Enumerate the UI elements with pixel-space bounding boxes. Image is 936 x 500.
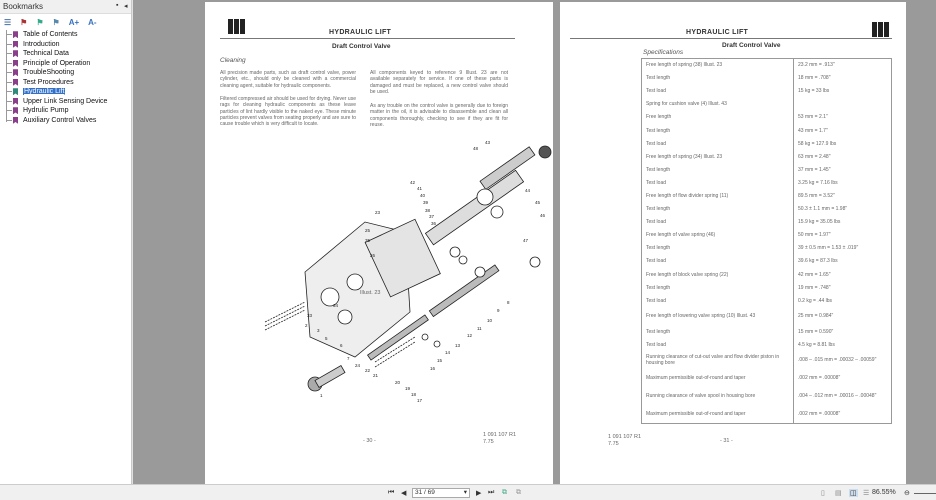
font-decrease-icon[interactable]: A- [88,17,97,27]
font-increase-icon[interactable]: A+ [68,17,80,27]
callout-label: 41 [417,186,423,191]
table-row [642,124,892,137]
spec-value: 0.2 kg = .44 lbs [794,294,892,307]
spec-label: Test length [646,245,671,252]
spec-label: Test load [646,140,667,147]
spec-label: Test length [646,284,671,291]
spec-label: Test length [646,127,671,134]
callout-label: 7 [347,356,350,361]
bookmark-label: Auxiliary Control Valves [23,116,97,124]
spec-value: 4.5 kg = 8.81 lbs [794,338,892,351]
spec-label: Free length of block valve spring (22) [646,271,729,278]
callout-label: 11 [477,326,482,331]
spec-value: 58 kg = 127.9 lbs [794,137,892,150]
spec-label: Test load [646,219,667,226]
table-row [642,281,892,294]
callout-label: 47 [523,238,529,243]
bookmark-item[interactable] [6,106,131,116]
next-view-icon[interactable]: ⧉ [516,489,521,496]
bookmark-add-icon[interactable]: ⚑ [20,17,28,27]
table-row [642,255,892,268]
table-row [642,229,892,242]
bookmark-icon [13,88,18,95]
callout-label: 18 [411,392,417,397]
table-row [642,150,892,163]
spec-value: 42 mm = 1.65" [794,268,892,281]
paragraph: All precision made parts, such as draft control valve, power cylinder, etc., should only be cleaned with a commercial cleaning agent, suitable for hydraulic components. [220,70,356,89]
bookmark-tree [0,30,131,125]
table-row [642,325,892,338]
callout-label: 33 [307,313,313,318]
bookmark-item[interactable] [6,30,131,40]
chevron-down-icon[interactable]: ▾ [463,489,467,496]
table-row [642,85,892,98]
callout-label: 48 [473,146,479,151]
table-row [642,294,892,307]
doc-number-text: 1 091 107 R1 [483,432,517,438]
status-toolbar [0,484,936,500]
callout-label: 34 [333,303,339,308]
callout-label: 22 [365,368,371,373]
bookmark-label: Test Procedures [23,78,74,86]
illust-caption: Illust. 23 [360,290,381,296]
doc-date: 7.75 [483,439,494,445]
callout-label: 2 [305,323,308,328]
spec-label: Free length of spring (38) Illust. 23 [646,62,723,69]
bookmark-item[interactable] [6,78,131,88]
spec-value [794,98,892,111]
bookmark-icon [13,31,18,38]
page-31 [560,2,906,484]
spec-label: Test length [646,75,671,82]
bookmark-item[interactable] [6,49,131,59]
expand-icon[interactable]: ☰ [4,17,12,27]
table-row [642,176,892,189]
table-row [642,203,892,216]
table-row [642,163,892,176]
callout-label: 38 [425,208,431,213]
spec-value: 50.3 ± 1.1 mm = 1.98" [794,203,892,216]
bookmark-item[interactable] [6,68,131,78]
ih-logo [228,19,246,34]
page-subtitle: Draft Control Valve [332,43,391,50]
bookmark-label: Technical Data [23,50,69,58]
spec-value: .002 mm = .00008" [794,369,892,387]
bookmark-next-icon[interactable]: ⚑ [36,17,44,27]
section-heading: Specifications [643,49,684,56]
callout-label: 13 [455,343,461,348]
zoom-out-icon[interactable]: ⊖ [904,490,910,497]
spec-value: .004 – .012 mm = .00016 – .00048" [794,387,892,405]
callout-label: 43 [485,140,491,145]
spec-label: Free length of flow divider spring (11) [646,192,729,199]
callout-label: 9 [497,308,500,313]
page-number: - 30 - [363,438,376,444]
spec-label: Free length [646,114,672,121]
table-row [642,351,892,369]
previous-page-icon[interactable]: ◀ [401,490,407,497]
callout-label: 26 [370,253,376,258]
spec-label: Spring for cushion valve (4) Illust. 43 [646,101,727,108]
doc-number [483,432,516,446]
bookmark-item[interactable] [6,116,131,126]
table-row [642,59,892,72]
spec-value: 15 kg = 33 lbs [794,85,892,98]
spec-label: Running clearance of cut-out valve and flow divider piston in housing bore [646,354,780,367]
paragraph: As any trouble on the control valve is generally due to foreign matter in the oil, it is advisable to disassemble and clean all components thoroughly, checking to see if they are fit for reuse. [370,103,508,128]
pin-icon[interactable]: ▪ [116,2,119,9]
callout-label: 14 [445,350,451,355]
table-row [642,137,892,150]
table-row [642,307,892,325]
spec-value: .002 mm = .00008" [794,405,892,423]
callout-label: 39 [423,200,429,205]
spec-value: 15 mm = 0.590" [794,325,892,338]
callout-label: 10 [487,318,493,323]
callout-label: 42 [410,180,416,185]
page-number-input[interactable] [412,488,470,498]
spec-value: 19 mm = .748" [794,281,892,294]
spec-label: Free length of lowering valve spring (10) Illust. 43 [646,313,756,320]
table-row [642,111,892,124]
bookmark-icon [13,79,18,86]
doc-date: 7.75 [608,441,619,447]
callout-label: 44 [525,188,531,193]
page-field-value: 31 / 69 [415,489,435,496]
last-page-icon[interactable]: ⏭ [488,489,495,496]
callout-label: 19 [405,386,411,391]
spec-value: 89.5 mm = 3.52" [794,189,892,202]
table-row [642,338,892,351]
page-header: HYDRAULIC LIFT [686,29,749,36]
callout-label: 40 [420,193,426,198]
callout-label: 35 [365,238,371,243]
bookmark-icon [13,117,18,124]
callout-label: 37 [429,214,435,219]
table-row [642,369,892,387]
bookmark-label: Hydraulic Lift [24,88,65,96]
page-30 [205,2,553,484]
bookmark-label: Upper Link Sensing Device [23,97,108,105]
bookmark-prev-icon[interactable]: ⚑ [52,17,60,27]
document-viewer [133,0,936,484]
spec-label: Test load [646,341,667,348]
spec-value: 50 mm = 1.97" [794,229,892,242]
paragraph: Filtered compressed air should be used for drying. Never use rags for cleaning hydraulic components as these leave particles of lint hardly visible to the naked eye. These minute particles prevent valves from seating properly and are sure to cause trouble which is very difficult to locate. [220,96,356,128]
table-row [642,242,892,255]
spec-value: 18 mm = .708" [794,72,892,85]
doc-number-text: 1 091 107 R1 [608,434,642,440]
bookmark-icon [13,50,18,57]
ih-logo [872,22,890,37]
callout-label: 46 [540,213,546,218]
callout-label: 16 [430,366,436,371]
bookmark-label: Hydrulic Pump [23,107,69,115]
bookmark-icon [13,107,18,114]
single-page-icon[interactable]: ▯ [821,490,825,497]
bookmark-label: Table of Contents [23,31,78,39]
table-row [642,216,892,229]
spec-value: 37 mm = 1.45" [794,163,892,176]
bookmark-label: TroubleShooting [23,69,75,77]
page-number: - 31 - [720,438,733,444]
zoom-level[interactable]: 86.55% [872,489,896,496]
first-page-icon[interactable]: ⏮ [388,489,395,496]
spec-value: 43 mm = 1.7" [794,124,892,137]
callout-label: 6 [340,343,343,348]
bookmarks-panel [0,0,132,484]
spec-value: 63 mm = 2.48" [794,150,892,163]
table-row [642,405,892,423]
spec-label: Test load [646,88,667,95]
bookmark-icon [13,98,18,105]
spec-label: Running clearance of valve spool in housing bore [646,393,756,400]
spec-label: Test length [646,328,671,335]
bookmarks-toolbar [0,14,131,30]
spec-label: Test load [646,258,667,265]
callout-label: 1 [320,393,323,398]
callout-label: 3 [317,328,320,333]
table-row [642,387,892,405]
bookmark-item[interactable] [6,87,131,97]
callout-label: 45 [535,200,541,205]
spec-label: Free length of spring (34) Illust. 23 [646,153,723,160]
bookmark-icon [13,41,18,48]
table-row [642,98,892,111]
spec-value: 23.2 mm = .913" [794,59,892,72]
spec-value: 25 mm = 0.984" [794,307,892,325]
bookmark-item[interactable] [6,59,131,69]
facing-pages-icon[interactable]: ◫ [850,490,857,497]
spec-value: 39.6 kg = 87.3 lbs [794,255,892,268]
table-row [642,189,892,202]
spec-label: Maximum permissible out-of-round and taper [646,411,746,418]
bookmark-label: Principle of Operation [23,59,91,67]
spec-label: Test load [646,179,667,186]
bookmarks-header [0,0,131,14]
bookmark-item[interactable] [6,97,131,107]
page-subtitle: Draft Control Valve [722,42,781,49]
callout-label: 21 [373,373,379,378]
spec-label: Maximum permissible out-of-round and taper [646,375,746,382]
bookmark-item[interactable] [6,40,131,50]
callout-label: 20 [395,380,401,385]
spec-label: Test length [646,206,671,213]
bookmark-label: Introduction [23,40,60,48]
section-heading: Cleaning [220,57,246,64]
spec-value: 53 mm = 2.1" [794,111,892,124]
spec-value: 39 ± 0.5 mm = 1.53 ± .019" [794,242,892,255]
spec-value: .008 – .015 mm = .00032 – .00059" [794,351,892,369]
callout-label: 17 [417,398,423,403]
callout-label: 36 [431,221,437,226]
table-row [642,72,892,85]
specifications-table [641,58,892,424]
spec-label: Free length of valve spring (46) [646,232,716,239]
bookmark-icon [13,60,18,67]
previous-view-icon[interactable]: ⧉ [502,489,507,496]
callout-label: 25 [365,228,371,233]
spec-label: Test load [646,297,667,304]
zoom-slider[interactable] [914,493,936,494]
bookmark-icon [13,69,18,76]
callout-label: 15 [437,358,443,363]
callout-label: 23 [375,210,381,215]
next-page-icon[interactable]: ▶ [476,490,482,497]
callout-label: 5 [325,336,328,341]
doc-number [608,434,641,448]
callout-label: 24 [355,363,361,368]
spec-value: 15.9 kg = 35.05 lbs [794,216,892,229]
spec-label: Test length [646,166,671,173]
table-row [642,268,892,281]
callout-label: 8 [507,300,510,305]
spec-value: 3.25 kg = 7.16 lbs [794,176,892,189]
close-panel-icon[interactable]: ◂ [124,3,128,10]
page-header: HYDRAULIC LIFT [329,29,392,36]
paragraph: All components keyed to reference 9 Illust. 23 are not available separately for service. If one of these parts is damaged and must be replaced, a new control valve should be used. [370,70,508,95]
continuous-facing-icon[interactable]: ☰ [863,490,870,497]
callout-label: 12 [467,333,473,338]
continuous-icon[interactable]: ▤ [835,490,842,497]
bookmarks-title: Bookmarks [3,2,44,11]
exploded-view-illustration [205,122,553,412]
